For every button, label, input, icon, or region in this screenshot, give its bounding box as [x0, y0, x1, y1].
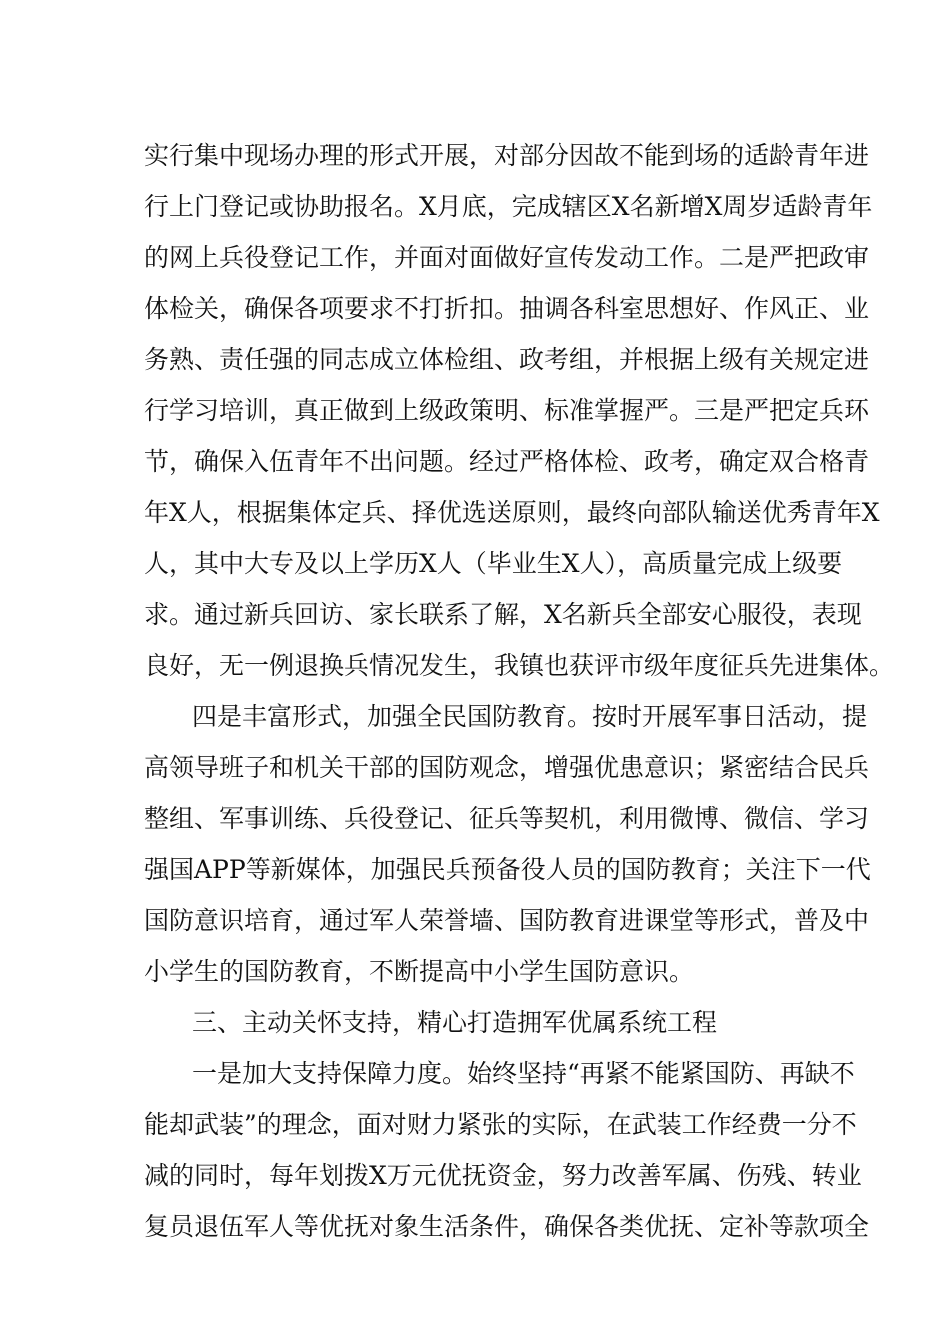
text-line: 减的同时，每年划拨X万元优抚资金，努力改善军属、伤残、转业	[144, 1161, 862, 1190]
text-line: 小学生的国防教育，不断提高中小学生国防意识。	[144, 957, 695, 986]
text-line: 务熟、责任强的同志成立体检组、政考组，并根据上级有关规定进	[144, 345, 870, 374]
text-line: 行上门登记或协助报名。X月底，完成辖区X名新增X周岁适龄青年	[144, 192, 873, 221]
text-line: 强国APP等新媒体，加强民兵预备役人员的国防教育；关注下一代	[144, 855, 871, 884]
text-line: 实行集中现场办理的形式开展，对部分因故不能到场的适龄青年进	[144, 141, 870, 170]
section-heading: 三、主动关怀支持，精心打造拥军优属系统工程	[192, 1008, 718, 1037]
text-line: 行学习培训，真正做到上级政策明、标准掌握严。三是严把定兵环	[144, 396, 870, 425]
text-line: 能却武装”的理念，面对财力紧张的实际，在武装工作经费一分不	[144, 1110, 857, 1139]
text-line: 的网上兵役登记工作，并面对面做好宣传发动工作。二是严把政审	[144, 243, 870, 272]
text-line: 复员退伍军人等优抚对象生活条件，确保各类优抚、定补等款项全	[144, 1212, 870, 1241]
text-line: 求。通过新兵回访、家长联系了解，X名新兵全部安心服役，表现	[144, 600, 862, 629]
paragraph-first-line: 四是丰富形式，加强全民国防教育。按时开展军事日活动，提	[192, 702, 868, 731]
paragraph-first-line: 一是加大支持保障力度。始终坚持“再紧不能紧国防、再缺不	[192, 1059, 855, 1088]
text-line: 良好，无一例退换兵情况发生，我镇也获评市级年度征兵先进集体。	[144, 651, 895, 680]
text-line: 高领导班子和机关干部的国防观念，增强优患意识；紧密结合民兵	[144, 753, 870, 782]
text-line: 年X人，根据集体定兵、择优选送原则，最终向部队输送优秀青年X	[144, 498, 880, 527]
text-line: 节，确保入伍青年不出问题。经过严格体检、政考，确定双合格青	[144, 447, 870, 476]
text-line: 国防意识培育，通过军人荣誉墙、国防教育进课堂等形式，普及中	[144, 906, 870, 935]
text-line: 整组、军事训练、兵役登记、征兵等契机，利用微博、微信、学习	[144, 804, 870, 833]
text-line: 人，其中大专及以上学历X人（毕业生X人），高质量完成上级要	[144, 549, 843, 578]
text-line: 体检关，确保各项要求不打折扣。抽调各科室思想好、作风正、业	[144, 294, 870, 323]
